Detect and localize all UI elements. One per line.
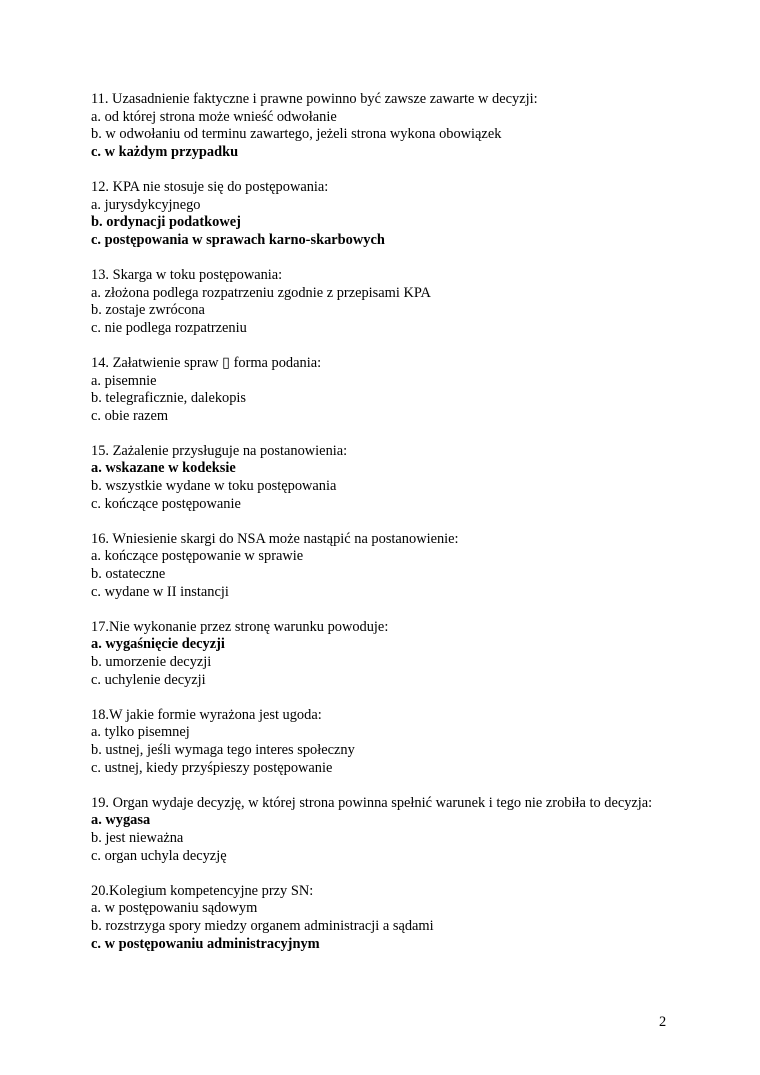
question-text: 12. KPA nie stosuje się do postępowania: xyxy=(91,178,329,195)
answer-option: c. ustnej, kiedy przyśpieszy postępowanie xyxy=(91,759,333,776)
answer-option: a. złożona podlega rozpatrzeniu zgodnie z przepisami KPA xyxy=(91,284,431,301)
question-block-12 xyxy=(91,179,671,249)
question-text: 16. Wniesienie skargi do NSA może nastąpić na postanowienie: xyxy=(91,530,459,547)
answer-option: c. organ uchyla decyzję xyxy=(91,847,227,864)
answer-option: c. w każdym przypadku xyxy=(91,143,239,160)
answer-option: a. wskazane w kodeksie xyxy=(91,460,236,477)
question-text: 11. Uzasadnienie faktyczne i prawne powinno być zawsze zawarte w decyzji: xyxy=(91,91,538,107)
answer-option: b. telegraficznie, dalekopis xyxy=(91,390,247,407)
answer-option: b. umorzenie decyzji xyxy=(91,654,212,670)
question-block-15 xyxy=(91,443,671,513)
question-text: 20.Kolegium kompetencyjne przy SN: xyxy=(91,882,314,899)
question-text: 15. Zażalenie przysługuje na postanowienia: xyxy=(91,442,348,459)
question-text: 18.W jakie formie wyrażona jest ugoda: xyxy=(91,706,322,723)
page-number: 2 xyxy=(659,1014,667,1030)
answer-option: b. zostaje zwrócona xyxy=(91,302,205,319)
answer-option: a. wygaśnięcie decyzji xyxy=(91,636,225,653)
answer-option: a. pisemnie xyxy=(91,372,157,389)
answer-option: b. ustnej, jeśli wymaga tego interes społeczny xyxy=(91,741,355,758)
answer-option: b. wszystkie wydane w toku postępowania xyxy=(91,478,337,495)
question-text: 17.Nie wykonanie przez stronę warunku powoduje: xyxy=(91,618,389,635)
question-block-16 xyxy=(91,531,671,601)
question-block-13 xyxy=(91,267,671,337)
answer-option: c. w postępowaniu administracyjnym xyxy=(91,935,320,952)
question-list xyxy=(91,91,671,971)
answer-option: a. w postępowaniu sądowym xyxy=(91,900,258,917)
question-block-20 xyxy=(91,883,671,953)
answer-option: b. rozstrzyga spory miedzy organem administracji a sądami xyxy=(91,917,434,934)
question-block-14 xyxy=(91,355,671,425)
question-text: 19. Organ wydaje decyzję, w której strona powinna spełnić warunek i tego nie zrobiła to decyzja: xyxy=(91,794,653,811)
answer-option: a. kończące postępowanie w sprawie xyxy=(91,548,304,565)
question-text: 13. Skarga w toku postępowania: xyxy=(91,266,283,283)
answer-option: c. wydane w II instancji xyxy=(91,583,229,600)
answer-option: c. kończące postępowanie xyxy=(91,495,241,512)
answer-option: b. jest nieważna xyxy=(91,829,184,846)
answer-option: c. nie podlega rozpatrzeniu xyxy=(91,319,247,336)
answer-option: b. ostateczne xyxy=(91,566,166,583)
answer-option: a. jurysdykcyjnego xyxy=(91,196,201,213)
question-block-19 xyxy=(91,795,671,865)
question-block-18 xyxy=(91,707,671,777)
answer-option: a. wygasa xyxy=(91,812,151,829)
answer-option: c. uchylenie decyzji xyxy=(91,671,206,688)
answer-option: c. obie razem xyxy=(91,407,169,424)
answer-option: b. ordynacji podatkowej xyxy=(91,214,241,231)
answer-option: c. postępowania w sprawach karno-skarbowych xyxy=(91,231,385,248)
answer-option: b. w odwołaniu od terminu zawartego, jeżeli strona wykona obowiązek xyxy=(91,126,502,143)
answer-option: a. od której strona może wnieść odwołanie xyxy=(91,108,337,125)
answer-option: a. tylko pisemnej xyxy=(91,724,190,741)
question-text: 14. Załatwienie spraw ▯ forma podania: xyxy=(91,354,322,371)
question-block-11 xyxy=(91,91,671,161)
question-block-17 xyxy=(91,619,671,689)
